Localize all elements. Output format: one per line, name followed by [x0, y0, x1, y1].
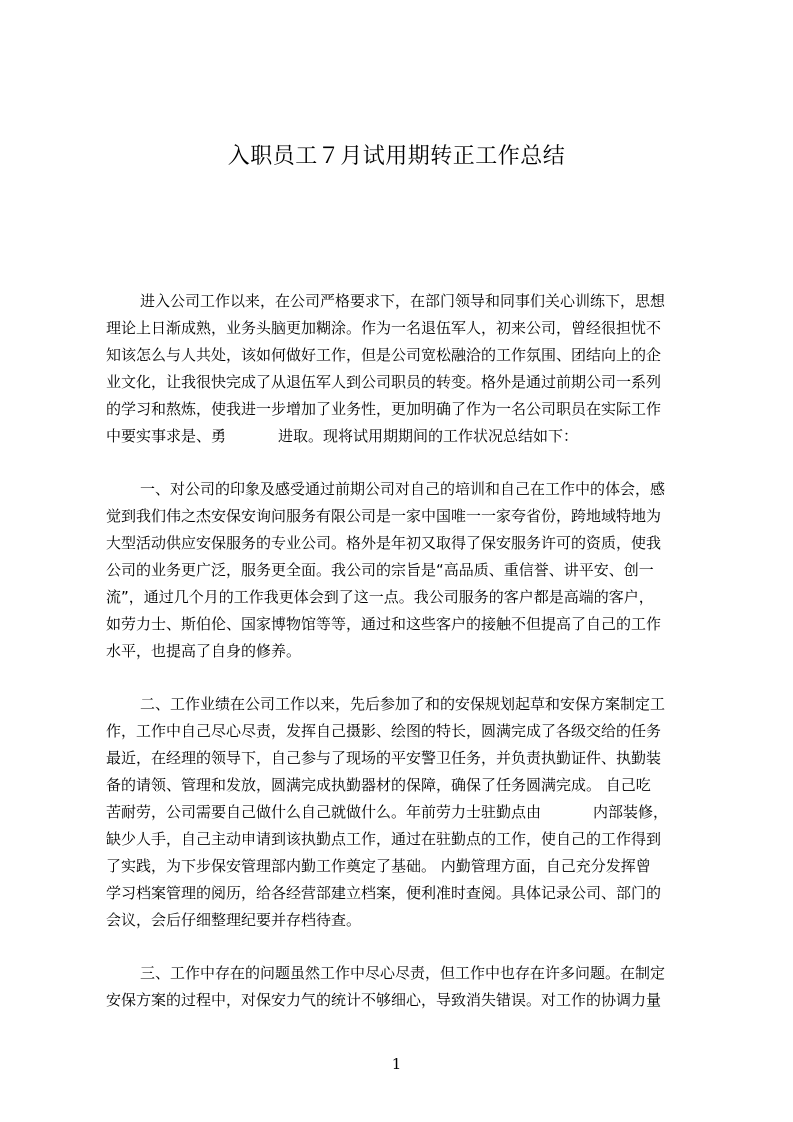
- paragraph-1-line-5: 的学习和熬炼，使我进一步增加了业务性，更加明确了作为一名公司职员在实际工作: [106, 400, 662, 418]
- paragraph-1-line-2: 理论上日渐成熟，业务头脑更加糊涂。作为一名退伍军人，初来公司，曾经很担忧不: [106, 319, 662, 337]
- paragraph-3-line-5-part-1: 苦耐劳，公司需要自己做什么自己就做什么。年前劳力士驻勤点由: [106, 803, 542, 821]
- paragraph-3-line-1: 二、工作业绩在公司工作以来，先后参加了和的安保规划起草和安保方案制定工: [140, 695, 666, 713]
- paragraph-2-line-1: 一、对公司的印象及感受通过前期公司对自己的培训和自己在工作中的体会，感: [140, 480, 666, 498]
- paragraph-3-line-6: 缺少人手，自己主动申请到该执勤点工作，通过在驻勤点的工作，使自己的工作得到: [106, 830, 662, 848]
- paragraph-1-line-4: 业文化，让我很快完成了从退伍军人到公司职员的转变。格外是通过前期公司一系列: [106, 373, 662, 391]
- paragraph-3-line-4: 备的请领、管理和发放，圆满完成执勤器材的保障，确保了任务圆满完成。 自己吃: [106, 776, 651, 794]
- paragraph-4-line-1: 三、工作中存在的问题虽然工作中尽心尽责，但工作中也存在许多问题。在制定: [140, 964, 666, 982]
- paragraph-3-line-7: 了实践，为下步保安管理部内勤工作奠定了基础。 内勤管理方面，自己充分发挥曾: [106, 857, 651, 875]
- paragraph-2-line-7: 水平，也提高了自身的修养。: [106, 642, 302, 660]
- paragraph-3-line-5-part-2: 内部装修，: [593, 803, 669, 821]
- paragraph-2-line-5: 流”，通过几个月的工作我更体会到了这一点。我公司服务的客户都是高端的客户，: [106, 588, 654, 606]
- paragraph-2-line-4: 公司的业务更广泛，服务更全面。我公司的宗旨是“高品质、重信誉、讲平安、创一: [106, 561, 654, 579]
- paragraph-1-line-6: [106, 426, 700, 446]
- paragraph-2-line-2: 觉到我们伟之杰安保安询问服务有限公司是一家中国唯一一家夸省份，跨地域特地为: [106, 507, 662, 525]
- page-number: 1: [391, 1055, 402, 1073]
- paragraph-1-line-1: 进入公司工作以来，在公司严格要求下，在部门领导和同事们关心训练下，思想: [140, 292, 666, 310]
- paragraph-2-line-3: 大型活动供应安保服务的专业公司。格外是年初又取得了保安服务许可的资质，使我: [106, 534, 662, 552]
- document-title: 入职员工７月试用期转正工作总结: [227, 144, 566, 169]
- paragraph-1-line-6-part-1: 中要实事求是、勇: [106, 427, 227, 445]
- paragraph-3-line-8: 学习档案管理的阅历，给各经营部建立档案，便利准时查阅。具体记录公司、部门的: [106, 884, 662, 902]
- paragraph-3-line-9: 会议，会后仔细整理纪要并存档待查。: [106, 911, 362, 929]
- paragraph-1-line-3: 知该怎么与人共处，该如何做好工作，但是公司宽松融洽的工作氛围、团结向上的企: [106, 346, 662, 364]
- paragraph-4-line-2: 安保方案的过程中，对保安力气的统计不够细心，导致消失错误。对工作的协调力量: [106, 991, 662, 1009]
- paragraph-3-line-5: [106, 802, 700, 822]
- paragraph-3-line-3: 最近，在经理的领导下，自己参与了现场的平安警卫任务，并负责执勤证件、执勤装: [106, 749, 662, 767]
- paragraph-1-line-6-part-2: 进取。现将试用期期间的工作状况总结如下：: [278, 427, 579, 445]
- paragraph-3-line-2: 作，工作中自己尽心尽责，发挥自己摄影、绘图的特长，圆满完成了各级交给的任务: [106, 722, 662, 740]
- paragraph-2-line-6: 如劳力士、斯伯伦、国家博物馆等等，通过和这些客户的接触不但提高了自己的工作: [106, 615, 662, 633]
